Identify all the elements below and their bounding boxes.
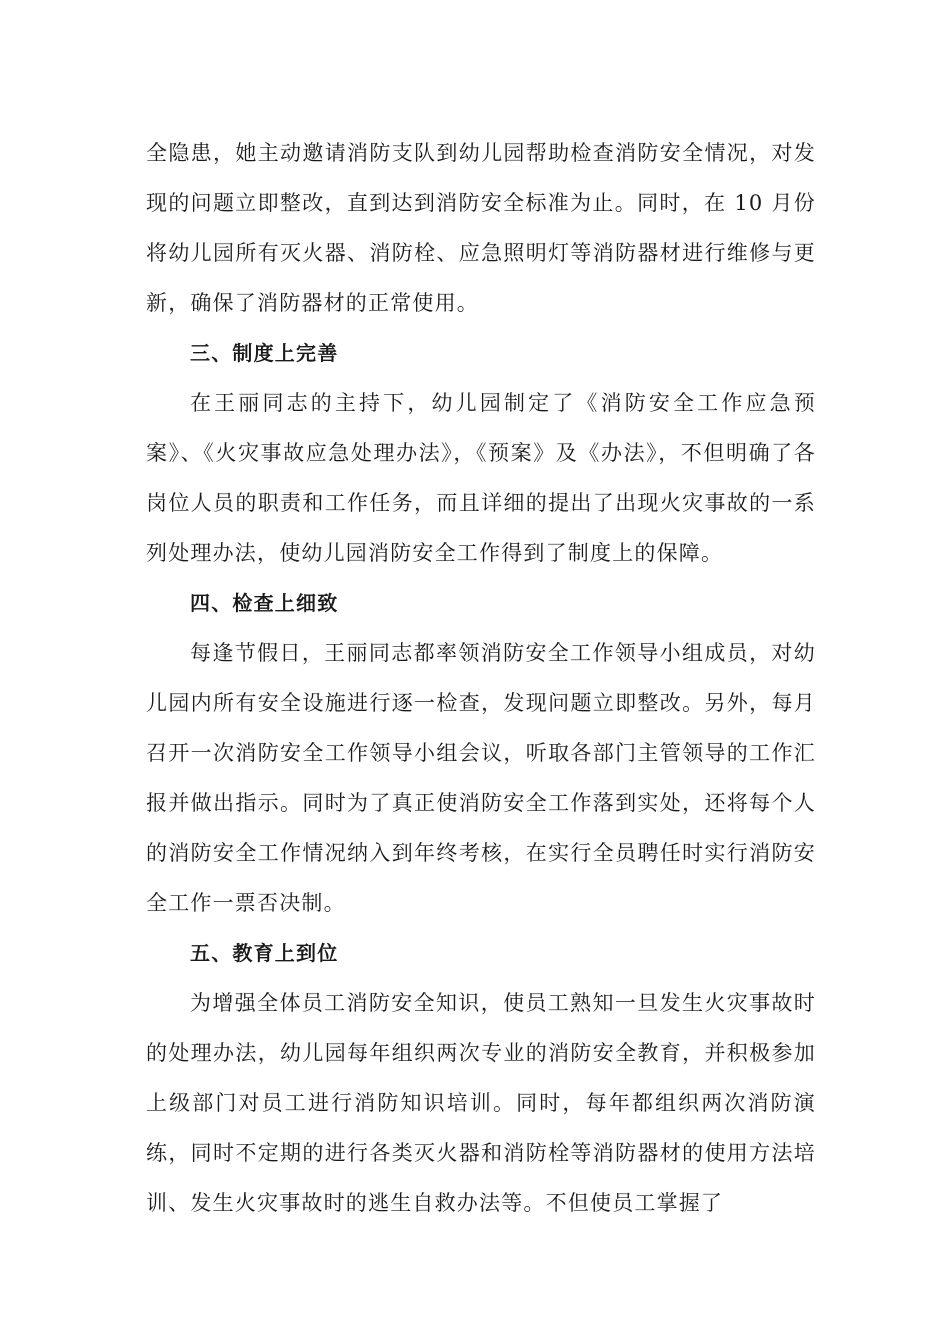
paragraph-system-improvement: 在王丽同志的主持下，幼儿园制定了《消防安全工作应急预案》、《火灾事故应急处理办法》，《预案》及《办法》，不但明确了各岗位人员的职责和工作任务，而且详细的提出了出现火灾事故的一系列处理办法，使幼儿园消防安全工作得到了制度上的保障。	[146, 391, 816, 565]
heading-system-improvement: 三、制度上完善	[190, 341, 339, 365]
heading-inspection-detail: 四、检查上细致	[190, 591, 339, 615]
document-body	[146, 128, 816, 1228]
paragraph-fire-inspection-continued: 全隐患，她主动邀请消防支队到幼儿园帮助检查消防安全情况，对发现的问题立即整改，直到达到消防安全标准为止。同时，在 10 月份将幼儿园所有灭火器、消防栓、应急照明灯等消防器材进行维修与更新，确保了消防器材的正常使用。	[146, 141, 816, 315]
heading-education: 五、教育上到位	[190, 941, 339, 965]
paragraph-education: 为增强全体员工消防安全知识，使员工熟知一旦发生火灾事故时的处理办法，幼儿园每年组织两次专业的消防安全教育，并积极参加上级部门对员工进行消防知识培训。同时，每年都组织两次消防演练，同时不定期的进行各类灭火器和消防栓等消防器材的使用方法培训、发生火灾事故时的逃生自救办法等。不但使员工掌握了	[146, 991, 816, 1215]
paragraph-inspection-detail: 每逢节假日，王丽同志都率领消防安全工作领导小组成员，对幼儿园内所有安全设施进行逐一检查，发现问题立即整改。另外，每月召开一次消防安全工作领导小组会议，听取各部门主管领导的工作汇报并做出指示。同时为了真正使消防安全工作落到实处，还将每个人的消防安全工作情况纳入到年终考核，在实行全员聘任时实行消防安全工作一票否决制。	[146, 641, 816, 915]
